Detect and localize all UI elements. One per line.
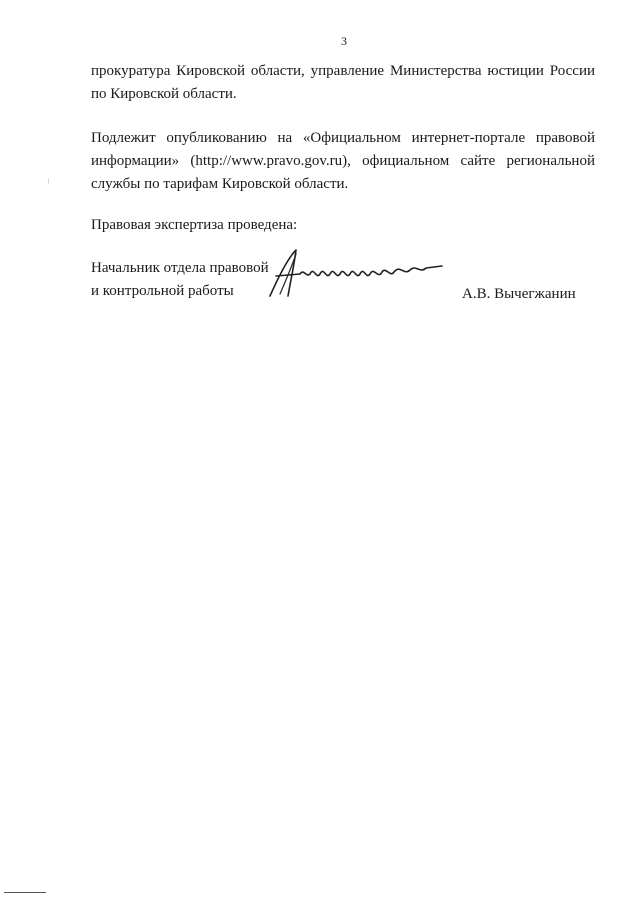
text-line: службы по тарифам Кировской области. xyxy=(91,176,349,192)
text-line: Правовая экспертиза проведена: xyxy=(91,217,298,233)
position-line: и контрольной работы xyxy=(91,283,234,299)
footer-rule xyxy=(4,892,46,893)
signatory-name: А.В. Вычегжанин xyxy=(462,286,576,302)
margin-mark xyxy=(48,178,49,184)
page-number: 3 xyxy=(341,34,347,48)
position-line: Начальник отдела правовой xyxy=(91,260,269,276)
signatory-position xyxy=(91,257,269,303)
text-line: прокуратура Кировской области, управление Министерства юстиции России xyxy=(91,63,595,79)
legal-review-paragraph xyxy=(91,214,595,237)
publication-paragraph xyxy=(91,127,595,196)
text-line: информации» (http://www.pravo.gov.ru), официальном сайте региональной xyxy=(91,153,595,169)
text-line: Подлежит опубликованию на «Официальном интернет-портале правовой xyxy=(91,130,595,146)
recipients-paragraph xyxy=(91,60,595,106)
text-line: по Кировской области. xyxy=(91,86,237,102)
handwritten-signature xyxy=(266,244,446,304)
